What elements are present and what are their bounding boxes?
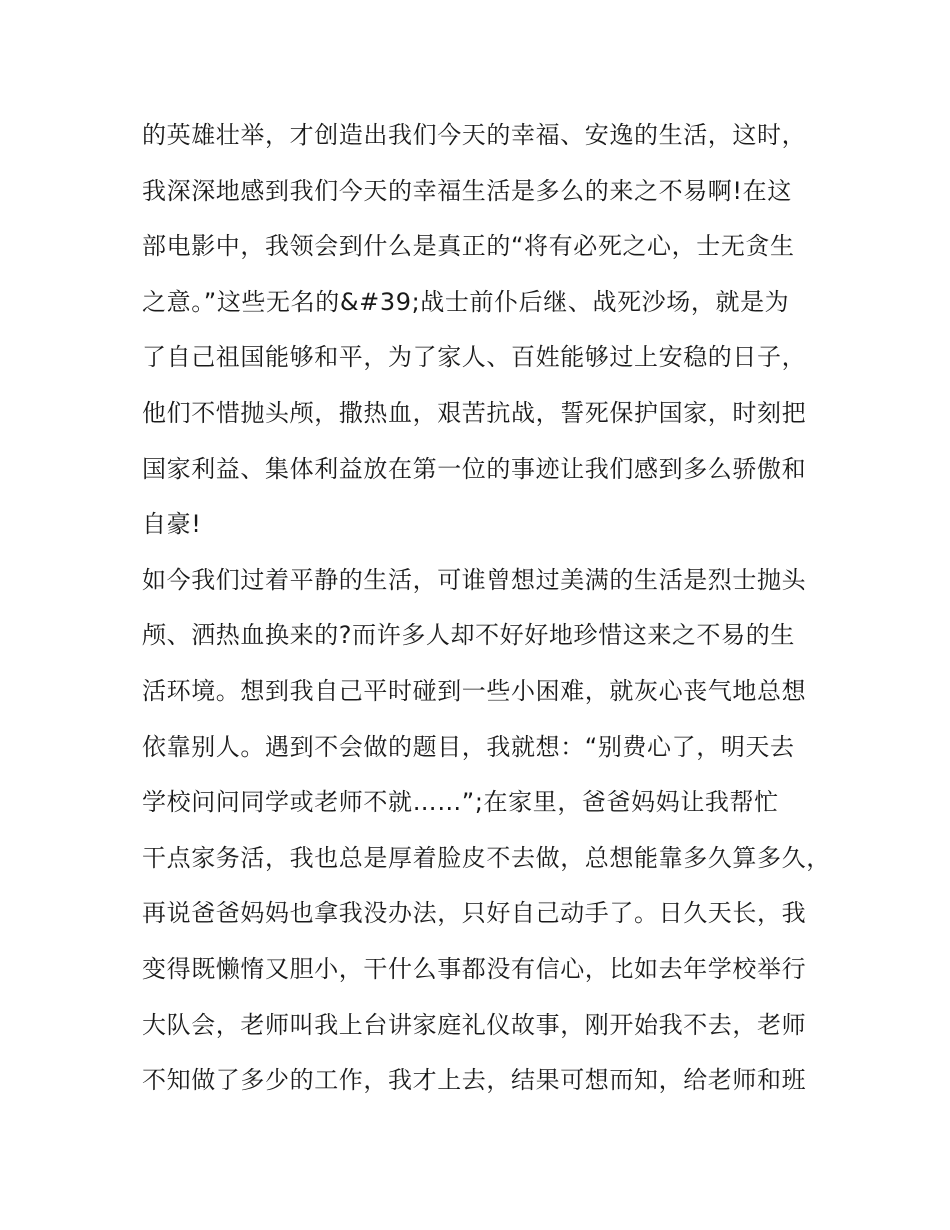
text-line: 颅、洒热血换来的?而许多人却不好好地珍惜这来之不易的生 bbox=[142, 621, 795, 650]
text-line: 活环境。想到我自己平时碰到一些小困难，就灰心丧气地总想 bbox=[142, 676, 807, 705]
text-line: 我深深地感到我们今天的幸福生活是多么的来之不易啊!在这 bbox=[142, 176, 792, 205]
text-line: 依靠别人。遇到不会做的题目，我就想：“别费心了，明天去 bbox=[142, 732, 795, 761]
text-line: 了自己祖国能够和平，为了家人、百姓能够过上安稳的日子， bbox=[142, 343, 807, 372]
text-line: 学校问问同学或老师不就……”;在家里，爸爸妈妈让我帮忙 bbox=[142, 788, 779, 817]
text-line: 他们不惜抛头颅，撒热血，艰苦抗战，誓死保护国家，时刻把 bbox=[142, 398, 807, 427]
text-line: 干点家务活，我也总是厚着脸皮不去做，总想能靠多久算多久， bbox=[142, 843, 831, 872]
text-line: 国家利益、集体利益放在第一位的事迹让我们感到多么骄傲和 bbox=[142, 454, 807, 483]
text-line: 的英雄壮举，才创造出我们今天的幸福、安逸的生活，这时， bbox=[142, 121, 807, 149]
text-line: 部电影中，我领会到什么是真正的“将有必死之心，士无贪生 bbox=[142, 232, 795, 261]
text-line: 如今我们过着平静的生活，可谁曾想过美满的生活是烈士抛头 bbox=[142, 565, 807, 594]
text-line: 之意。”这些无名的&#39;战士前仆后继、战死沙场，就是为 bbox=[142, 287, 790, 316]
text-line: 变得既懒惰又胆小，干什么事都没有信心，比如去年学校举行 bbox=[142, 954, 807, 983]
text-line: 再说爸爸妈妈也拿我没办法，只好自己动手了。日久天长，我 bbox=[142, 899, 807, 928]
text-line: 大队会，老师叫我上台讲家庭礼仪故事，刚开始我不去，老师 bbox=[142, 1010, 807, 1039]
text-line: 自豪! bbox=[142, 510, 202, 539]
text-line: 不知做了多少的工作，我才上去，结果可想而知，给老师和班 bbox=[142, 1066, 807, 1095]
body-text bbox=[142, 108, 842, 1109]
